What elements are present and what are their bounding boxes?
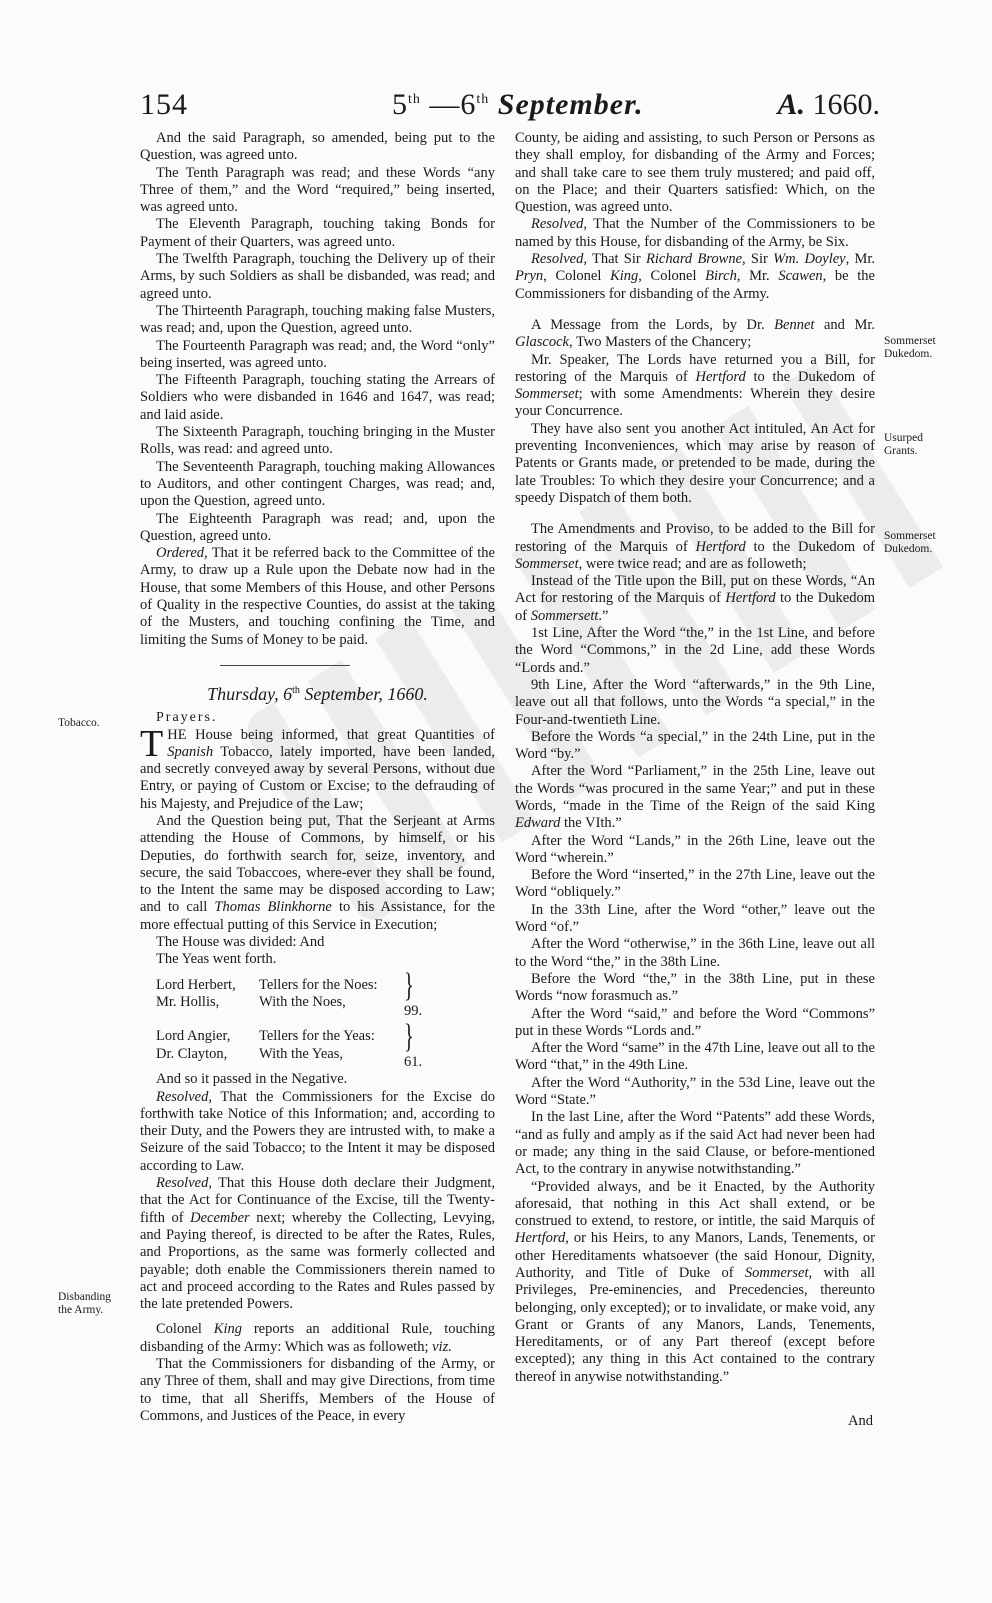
paragraph: Ordered, That it be referred back to the Committee of the Army, to draw up a Rule upon the Debate now had in the House, that some Members of this House, and other Persons of Quality in the respective Counties, do assist at the taking of the Musters, and touching confining the Time, and limiting the Sums of Money to be paid. (140, 545, 495, 648)
paragraph: The Thirteenth Paragraph, touching making false Musters, was read; and, upon the Question, agreed unto. (140, 302, 495, 337)
teller-name: Lord Herbert, (156, 977, 236, 993)
paragraph: The Fifteenth Paragraph, touching stating the Arrears of Soldiers who were disbanded in 1646 and 1647, was read; and laid aside. (140, 372, 495, 423)
left-column (140, 130, 495, 1425)
teller-role: With the Yeas, (259, 1045, 343, 1062)
paragraph: Before the Words “a special,” in the 24th Line, put in the Word “by.” (515, 728, 875, 763)
paragraph: After the Word “Authority,” in the 53d Line, leave out the Word “State.” (515, 1074, 875, 1109)
paragraph: They have also sent you another Act intituled, An Act for preventing Inconveniences, which may arise by reason of Patents or Grants made, or pretended to be made, during the late Troubles: To which they desire your Concurrence; and a speedy Dispatch of them both. (515, 420, 875, 506)
paragraph: THE House being informed, that great Quantities of Spanish Tobacco, lately imported, have been landed, and secretly conveyed away by several Persons, without due Entry, or paying of Custom or Excise; to the defrauding of his Majesty, and Prejudice of the Law; (140, 722, 495, 812)
paragraph: 9th Line, After the Word “afterwards,” in the 9th Line, leave out all that follows, unto the Words “a special,” in the Four-and-twentieth Line. (515, 676, 875, 728)
paragraph: Resolved, That Sir Richard Browne, Sir Wm. Doyley, Mr. Pryn, Colonel King, Colonel Birch, Mr. Scawen, be the Commissioners for disbanding of the Army. (515, 251, 876, 302)
yeas-count: 61. (404, 1053, 423, 1070)
paragraph: Mr. Speaker, The Lords have returned you a Bill, for restoring of the Marquis of Hertford to the Dukedom of Sommerset; with some Amendments: Wherein they desire your Concurrence. (515, 351, 875, 420)
paragraph: And the Question being put, That the Serjeant at Arms attending the House of Commons, by himself, or his Deputies, do forthwith search for, seize, inventory, and secure, the said Tobaccoes, where-ever they shall be found, to the Intent the same may be disposed according to Law; and to call Thomas Blinkhorne to his Assistance, for the more effectual putting of this Service in Execution; (140, 812, 495, 933)
paragraph: The Yeas went forth. (156, 951, 277, 968)
paragraph: “Provided always, and be it Enacted, by the Authority aforesaid, that nothing in this Act shall extend, or be construed to extend, to restore, or intitle, the said Marquis of Hertford, or his Heirs, to any Manors, Lands, Tenements, or other Hereditaments whatsoever (the said Honour, Dignity, Authority, and Title of Duke of Sommerset, with all Privileges, Pre-eminencies, and Precedencies, thereunto belonging, only excepted); or to invalidate, or make void, any Grant or Grants of any Manors, Lands, Tenements, Hereditaments, or of any Part thereof (except before excepted); any thing in this Act contained to the contrary thereof in anywise notwithstanding.” (515, 1178, 875, 1385)
page-header (140, 88, 880, 128)
running-head-year: A. 1660. (777, 88, 880, 121)
paragraph: A Message from the Lords, by Dr. Bennet and Mr. Glascock, Two Masters of the Chancery; (515, 316, 875, 351)
paragraph: And the said Paragraph, so amended, being put to the Question, was agreed unto. (140, 130, 495, 164)
teller-name: Mr. Hollis, (156, 994, 220, 1011)
margin-note-sommerset: Sommerset Dukedom. (884, 530, 936, 555)
teller-role: Tellers for the Yeas: (259, 1028, 375, 1045)
prayers-heading: Prayers. (156, 710, 218, 726)
margin-note-sommerset: Sommerset Dukedom. (884, 335, 936, 360)
right-column (515, 130, 875, 1386)
paragraph: After the Word “said,” and before the Word “Commons” put in these Words “Lords and.” (515, 1005, 875, 1039)
teller-role: With the Noes, (259, 994, 346, 1011)
paragraph: In the last Line, after the Word “Patents” add these Words, “and as fully and amply as if the said Act had never been had or made; any thing in the said Clause, or before-mentioned Act, to the contrary in anywise notwithstanding.” (515, 1109, 875, 1178)
paragraph: After the Word “otherwise,” in the 36th Line, leave out all to the Word “the,” in the 38th Line. (515, 936, 875, 970)
teller-role: Tellers for the Noes: (259, 977, 378, 993)
paragraph: County, be aiding and assisting, to such Person or Persons as they shall employ, for disbanding of the Army and Forces; and shall take care to see them truly mustered; and paid off, on the Place; and their Quarters satisfied: Which, on the Question, was agreed unto. (515, 130, 875, 216)
running-head-date: 5th —6th September. (392, 88, 644, 121)
paragraph: Instead of the Title upon the Bill, put on these Words, “An Act for restoring of the Marquis of Hertford to the Dukedom of Sommersett.” (515, 573, 875, 624)
paragraph: The House was divided: And (156, 934, 325, 951)
section-divider (220, 665, 350, 666)
paragraph: After the Word “same” in the 47th Line, leave out all to the Word “that,” in the 49th Line. (515, 1040, 875, 1074)
paragraph: Before the Word “inserted,” in the 27th Line, leave out the Word “obliquely.” (515, 867, 875, 901)
paragraph: That the Commissioners for disbanding of the Army, or any Three of them, shall and may give Directions, from time to time, that all Sheriffs, Members of the House of Commons, and Justices of the Peace, in every (140, 1356, 495, 1424)
day-heading: Thursday, 6th September, 1660. (207, 683, 428, 704)
division-tellers-noes: Lord Herbert, Mr. Hollis, Tellers for the Noes: With the Noes, } 99. (156, 966, 423, 1019)
tobacco-entry (140, 722, 495, 813)
paragraph: 1st Line, After the Word “the,” in the 1st Line, and before the Word “Commons,” in the 2d Line, add these Words “Lords and.” (515, 625, 875, 676)
paragraph: The Twelfth Paragraph, touching the Delivery up of their Arms, by such Soldiers as shall be disbanded, was read; and agreed unto. (140, 251, 495, 302)
margin-note-disbanding: Disbanding the Army. (58, 1291, 112, 1316)
teller-name: Lord Angier, (156, 1028, 231, 1045)
paragraph: The Eleventh Paragraph, touching taking Bonds for Payment of their Quarters, was agreed unto. (140, 216, 495, 250)
paragraph: The Fourteenth Paragraph was read; and, the Word “only” being inserted, was agreed unto. (140, 337, 495, 371)
paragraph: After the Word “Parliament,” in the 25th Line, leave out the Words “was procured in the same Year;” and put in these Words, “made in the Time of the Reign of the said King Edward the VIth.” (515, 763, 875, 832)
paragraph: Resolved, That the Commissioners for the Excise do forthwith take Notice of this Information; and, according to their Duty, and the Powers they are intrusted with, to make a Seizure of the said Tobacco; to the Intent it may be disposed according to Law. (140, 1088, 495, 1174)
paragraph: The Seventeenth Paragraph, touching making Allowances to Auditors, and other contingent Charges, was read; and, upon the Question, agreed unto. (140, 458, 495, 510)
teller-name: Dr. Clayton, (156, 1045, 228, 1062)
noes-count: 99. (404, 1002, 423, 1019)
paragraph: The Eighteenth Paragraph was read; and, upon the Question, agreed unto. (140, 510, 495, 544)
paragraph: Colonel King reports an additional Rule, touching disbanding of the Army: Which was as followeth; viz. (140, 1321, 495, 1355)
division-tellers-yeas: Lord Angier, Dr. Clayton, Tellers for the Yeas: With the Yeas, } 61. (156, 1017, 423, 1070)
paragraph: In the 33th Line, after the Word “other,” leave out the Word “of.” (515, 901, 875, 936)
paragraph: And so it passed in the Negative. (156, 1071, 348, 1088)
margin-note-usurped-grants: Usurped Grants. (884, 432, 923, 457)
drop-cap: T (140, 722, 164, 765)
paragraph: The Sixteenth Paragraph, touching bringing in the Muster Rolls, was read: and agreed unto. (140, 424, 495, 458)
paragraph: Before the Word “the,” in the 38th Line, put in these Words “now forasmuch as.” (515, 970, 875, 1005)
paragraph: Resolved, That the Number of the Commissioners to be named by this House, for disbanding of the Army, be Six. (515, 216, 875, 250)
catchword: And (848, 1413, 873, 1429)
paragraph: Resolved, That this House doth declare their Judgment, that the Act for Continuance of the Excise, till the Twenty-fifth of December next; whereby the Collecting, Levying, and Paying thereof, is directed to be after the Rates, Rules, and Proportions, as the same was formerly collected and payable; doth enable the Commissioners therein named to act and proceed according to the Rates and Rules passed by the late pretended Powers. (140, 1175, 496, 1313)
page-number: 154 (140, 88, 188, 121)
paragraph: The Tenth Paragraph was read; and these Words “any Three of them,” and the Word “required,” being inserted, was agreed unto. (140, 164, 495, 216)
margin-note-tobacco: Tobacco. (58, 717, 100, 729)
paragraph: The Amendments and Proviso, to be added to the Bill for restoring of the Marquis of Hertford to the Dukedom of Sommerset, were twice read; and are as followeth; (515, 521, 875, 572)
paragraph: After the Word “Lands,” in the 26th Line, leave out the Word “wherein.” (515, 832, 875, 866)
